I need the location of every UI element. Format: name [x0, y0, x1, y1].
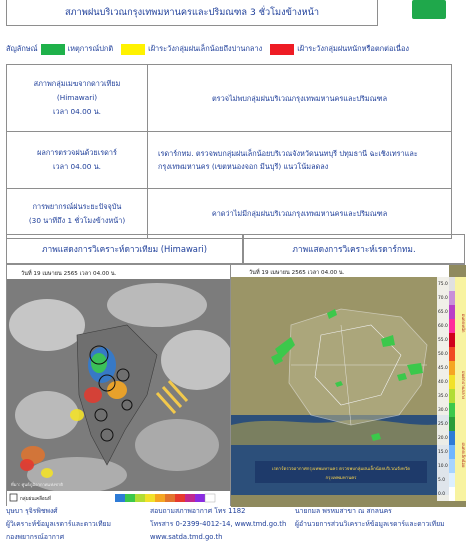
row-label-line: (Himawari) — [56, 93, 98, 102]
row-label-line: เวลา 04.00 น. — [53, 107, 101, 116]
satellite-color-scale — [115, 494, 215, 502]
row-label — [7, 65, 148, 132]
satellite-image-title: ภาพแสดงการวิเคราะห์ดาวเทียม (Himawari) — [6, 234, 243, 264]
footer-right — [295, 505, 445, 531]
radar-map-graphic — [231, 265, 466, 507]
legend-label: สัญลักษณ์ — [6, 44, 38, 53]
legend-text-light-rain: เฝ้าระวังกลุ่มฝนเล็กน้อยถึงปานกลาง — [148, 44, 263, 53]
scale-side-label: ฝนตกเล็กน้อย — [461, 442, 466, 468]
scale-tick: 60.0 — [438, 324, 448, 329]
footer-left-role: ผู้วิเคราะห์ข้อมูลเรดาร์และดาวเทียม — [6, 520, 112, 528]
row-label-line: เวลา 04.00 น. — [53, 162, 101, 171]
scale-tick: 15.0 — [438, 450, 448, 455]
scale-tick: 20.0 — [438, 436, 448, 441]
row-value: ตรวจไม่พบกลุ่มฝนบริเวณกรุงเทพมหานครและปริมณฑล — [148, 65, 452, 132]
row-label-line: ผลการตรวจฝนด้วยเรดาร์ — [37, 148, 117, 157]
footer-left — [6, 505, 111, 544]
scale-side-label: ฝนตกปานกลาง — [461, 371, 466, 399]
table-row — [7, 65, 452, 132]
row-value: คาดว่าไม่มีกลุ่มฝนบริเวณกรุงเทพมหานครและปริมณฑล — [148, 189, 452, 239]
satellite-timestamp: วันที่ 19 เมษายน 2565 เวลา 04.00 น. — [21, 271, 117, 277]
satellite-small-label: กลุ่มฝนเคลื่อนที่ — [20, 497, 51, 502]
table-row — [7, 132, 452, 189]
scale-tick: 10.0 — [438, 464, 448, 469]
scale-tick: 70.0 — [438, 296, 448, 301]
page-title: สภาพฝนบริเวณกรุงเทพมหานครและปริมณฑล 3 ชั่วโมงข้างหน้า — [6, 0, 378, 26]
satellite-map-graphic — [7, 265, 231, 507]
radar-color-scale — [449, 277, 455, 501]
info-table — [6, 64, 452, 239]
scale-tick: 25.0 — [438, 422, 448, 427]
radar-timestamp: วันที่ 19 เมษายน 2565 เวลา 04.00 น. — [249, 270, 345, 276]
row-label — [7, 132, 148, 189]
row-value-line: กรุงเทพมหานคร (เขตหนองจอก มีนบุรี) แนวโน้มลดลง — [158, 162, 329, 171]
footer-left-name: บุษบา รุจิรพิชพงศ์ — [6, 507, 58, 515]
scale-tick: 30.0 — [438, 408, 448, 413]
satellite-caption: ที่มา: ศูนย์ภูมิอากาศแห่งชาติ — [11, 482, 63, 487]
row-label-line: (30 นาทีถึง 1 ชั่วโมงข้างหน้า) — [28, 215, 126, 225]
radar-caption-line2: กรุงเทพมหานคร — [325, 476, 357, 481]
scale-tick: 35.0 — [438, 394, 448, 399]
scale-tick: 50.0 — [438, 352, 448, 357]
footer-phone: สอบถามสภาพอากาศ โทร 1182 — [150, 507, 246, 515]
radar-caption-line1: เรดาร์ตรวจอากาศกรุงเทพมหานคร ตรวจพบกลุ่มฝนเล็กน้อยบริเวณจังหวัด — [271, 467, 411, 472]
scale-tick: 5.0 — [438, 478, 445, 483]
radar-image — [230, 264, 465, 506]
table-row — [7, 189, 452, 239]
footer-web: www.satda.tmd.go.th — [150, 533, 223, 541]
footer-right-role: ผู้อำนวยการส่วนวิเคราะห์ข้อมูลเรดาร์และดาวเทียม — [295, 520, 445, 528]
radar-image-title: ภาพแสดงการวิเคราะห์เรดาร์กทม. — [243, 234, 465, 264]
row-value-line: เรดาร์กทม. ตรวจพบกลุ่มฝนเล็กน้อยบริเวณจังหวัดนนทบุรี ปทุมธานี ฉะเชิงเทราและ — [158, 149, 418, 158]
scale-tick: 55.0 — [438, 338, 448, 343]
scale-tick: 45.0 — [438, 366, 448, 371]
row-label-line: การพยากรณ์ฝนระยะปัจจุบัน — [32, 201, 122, 211]
row-label-line: สภาพกลุ่มเมฆจากดาวเทียม — [33, 79, 121, 88]
footer-right-name: นายกมล พรหมสาขา ณ สกลนคร — [295, 507, 392, 515]
footer-fax: โทรสาร 0-2399-4012-14, www.tmd.go.th — [150, 520, 287, 528]
status-indicator — [412, 0, 446, 19]
scale-tick: 0.0 — [438, 492, 445, 497]
scale-side-label: ฝนตกหนัก — [461, 313, 466, 333]
legend — [6, 42, 417, 56]
footer-left-dept: กองพยากรณ์อากาศ — [6, 533, 65, 541]
scale-tick: 75.0 — [438, 282, 448, 287]
legend-text-heavy-rain: เฝ้าระวังกลุ่มฝนหนักหรือตกต่อเนื่อง — [297, 44, 410, 53]
legend-text-normal: เหตุการณ์ปกติ — [67, 44, 114, 53]
legend-swatch-green — [41, 44, 65, 55]
row-value — [148, 132, 452, 189]
legend-swatch-red — [270, 44, 294, 55]
row-label — [7, 189, 148, 239]
scale-tick: 65.0 — [438, 310, 448, 315]
legend-swatch-yellow — [121, 44, 145, 55]
footer-center — [150, 505, 286, 544]
scale-tick: 40.0 — [438, 380, 448, 385]
satellite-image — [6, 264, 230, 506]
